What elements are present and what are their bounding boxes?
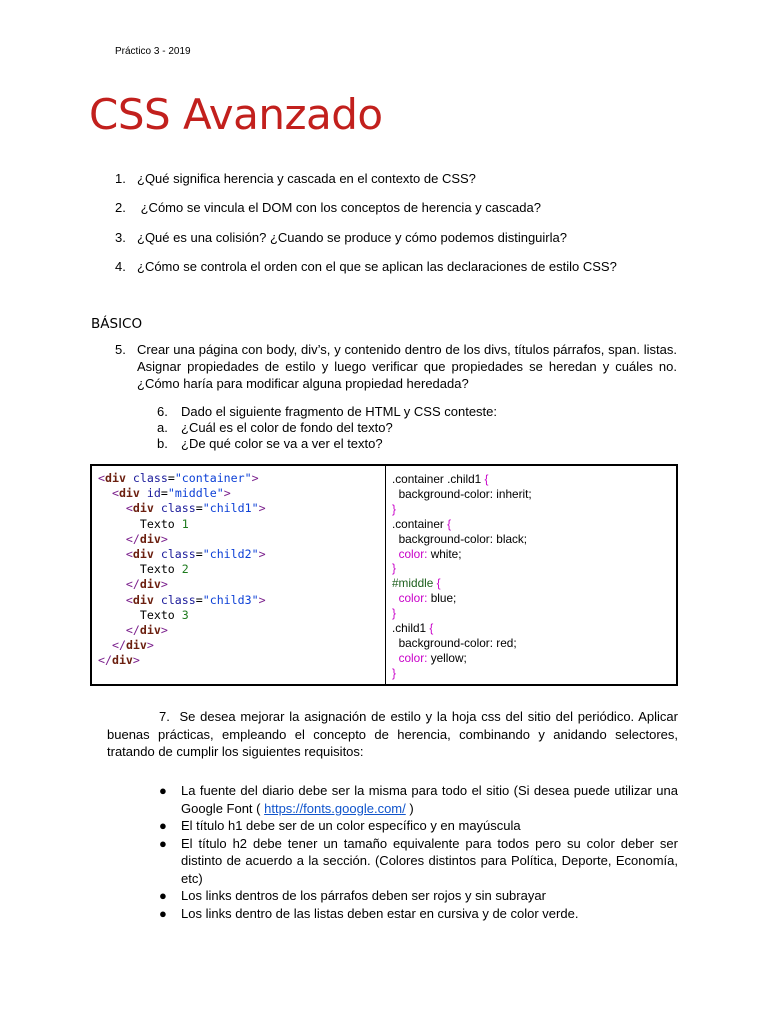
bullet-icon: ● <box>159 835 167 851</box>
question-number: 2. <box>115 200 126 215</box>
google-fonts-link[interactable]: https://fonts.google.com/ <box>264 800 406 816</box>
question-number: 5. <box>115 342 126 357</box>
list-item: ● Los links dentros de los párrafos deben ser rojos y sin subrayar <box>159 888 546 903</box>
question-2 <box>115 200 541 215</box>
section-heading-basico: BÁSICO <box>91 316 143 332</box>
question-4 <box>115 259 617 274</box>
question-5 <box>115 341 677 392</box>
list-item: ● El título h2 debe tener un tamaño equivalente para todos pero su color deber ser distinto de acuerdo a la sección. (Colores distintos para Política, Deporte, Economía, etc) <box>159 835 678 886</box>
question-number: 7. <box>159 709 170 724</box>
question-text: ¿De qué color se va a ver el texto? <box>181 436 383 451</box>
question-text: Se desea mejorar la asignación de estilo y la hoja css del sitio del periódico. Aplicar buenas prácticas, empleando el concepto de herencia, combinando y anidando selectores, tratando de cumplir los siguientes requisitos: <box>107 709 678 759</box>
question-text: ¿Qué significa herencia y cascada en el contexto de CSS? <box>137 171 476 186</box>
bullet-icon: ● <box>159 818 167 833</box>
question-number: 4. <box>115 259 126 274</box>
question-3 <box>115 230 567 245</box>
question-text: ¿Cuál es el color de fondo del texto? <box>181 420 393 435</box>
question-text: Crear una página con body, div’s, y contenido dentro de los divs, títulos párrafos, span. listas. Asignar propiedades de estilo y luego verificar que propiedades se heredan y cuáles no. ¿Cómo haría para modificar alguna propiedad heredada? <box>137 342 677 391</box>
code-table <box>90 464 678 686</box>
question-text: ¿Cómo se vincula el DOM con los conceptos de herencia y cascada? <box>137 200 541 215</box>
question-6 <box>157 404 497 419</box>
page-title: CSS Avanzado <box>89 90 383 139</box>
question-6b <box>157 436 383 451</box>
question-number: b. <box>157 436 168 451</box>
header-note: Práctico 3 - 2019 <box>115 46 191 57</box>
html-code-cell <box>92 466 386 684</box>
question-7 <box>107 708 678 761</box>
question-text: ¿Qué es una colisión? ¿Cuando se produce y cómo podemos distinguirla? <box>137 230 567 245</box>
list-item: ● El título h1 debe ser de un color específico y en mayúscula <box>159 818 521 833</box>
question-number: 1. <box>115 171 126 186</box>
bullet-icon: ● <box>159 783 167 798</box>
css-code: .container .child1 { background-color: inherit; } .container { background-color: black; color: white; } #middle { color: blue; } .child1 { background-color: red; color: yellow; } <box>392 472 532 680</box>
question-number: 6. <box>157 404 168 419</box>
question-text: Dado el siguiente fragmento de HTML y CSS conteste: <box>181 404 498 419</box>
html-code: <div class="container"> <div id="middle"> <div class="child1"> Texto 1 </div> <div class="child2"> Texto 2 </div> <div class="child3"> Texto 3 </div> </div> </div> <box>98 471 266 668</box>
list-item: ● Los links dentro de las listas deben estar en cursiva y de color verde. <box>159 905 579 921</box>
list-item: ● La fuente del diario debe ser la misma para todo el sitio (Si desea puede utilizar una Google Font ( https://fonts.google.com/ ) <box>159 783 678 816</box>
bullet-icon: ● <box>159 905 167 921</box>
bullet-icon: ● <box>159 888 167 903</box>
requirements-list <box>155 782 678 922</box>
question-1 <box>115 171 476 186</box>
css-code-cell <box>386 466 676 684</box>
question-text: ¿Cómo se controla el orden con el que se aplican las declaraciones de estilo CSS? <box>137 259 617 274</box>
question-number: 3. <box>115 230 126 245</box>
question-number: a. <box>157 420 168 435</box>
question-6a <box>157 420 393 435</box>
